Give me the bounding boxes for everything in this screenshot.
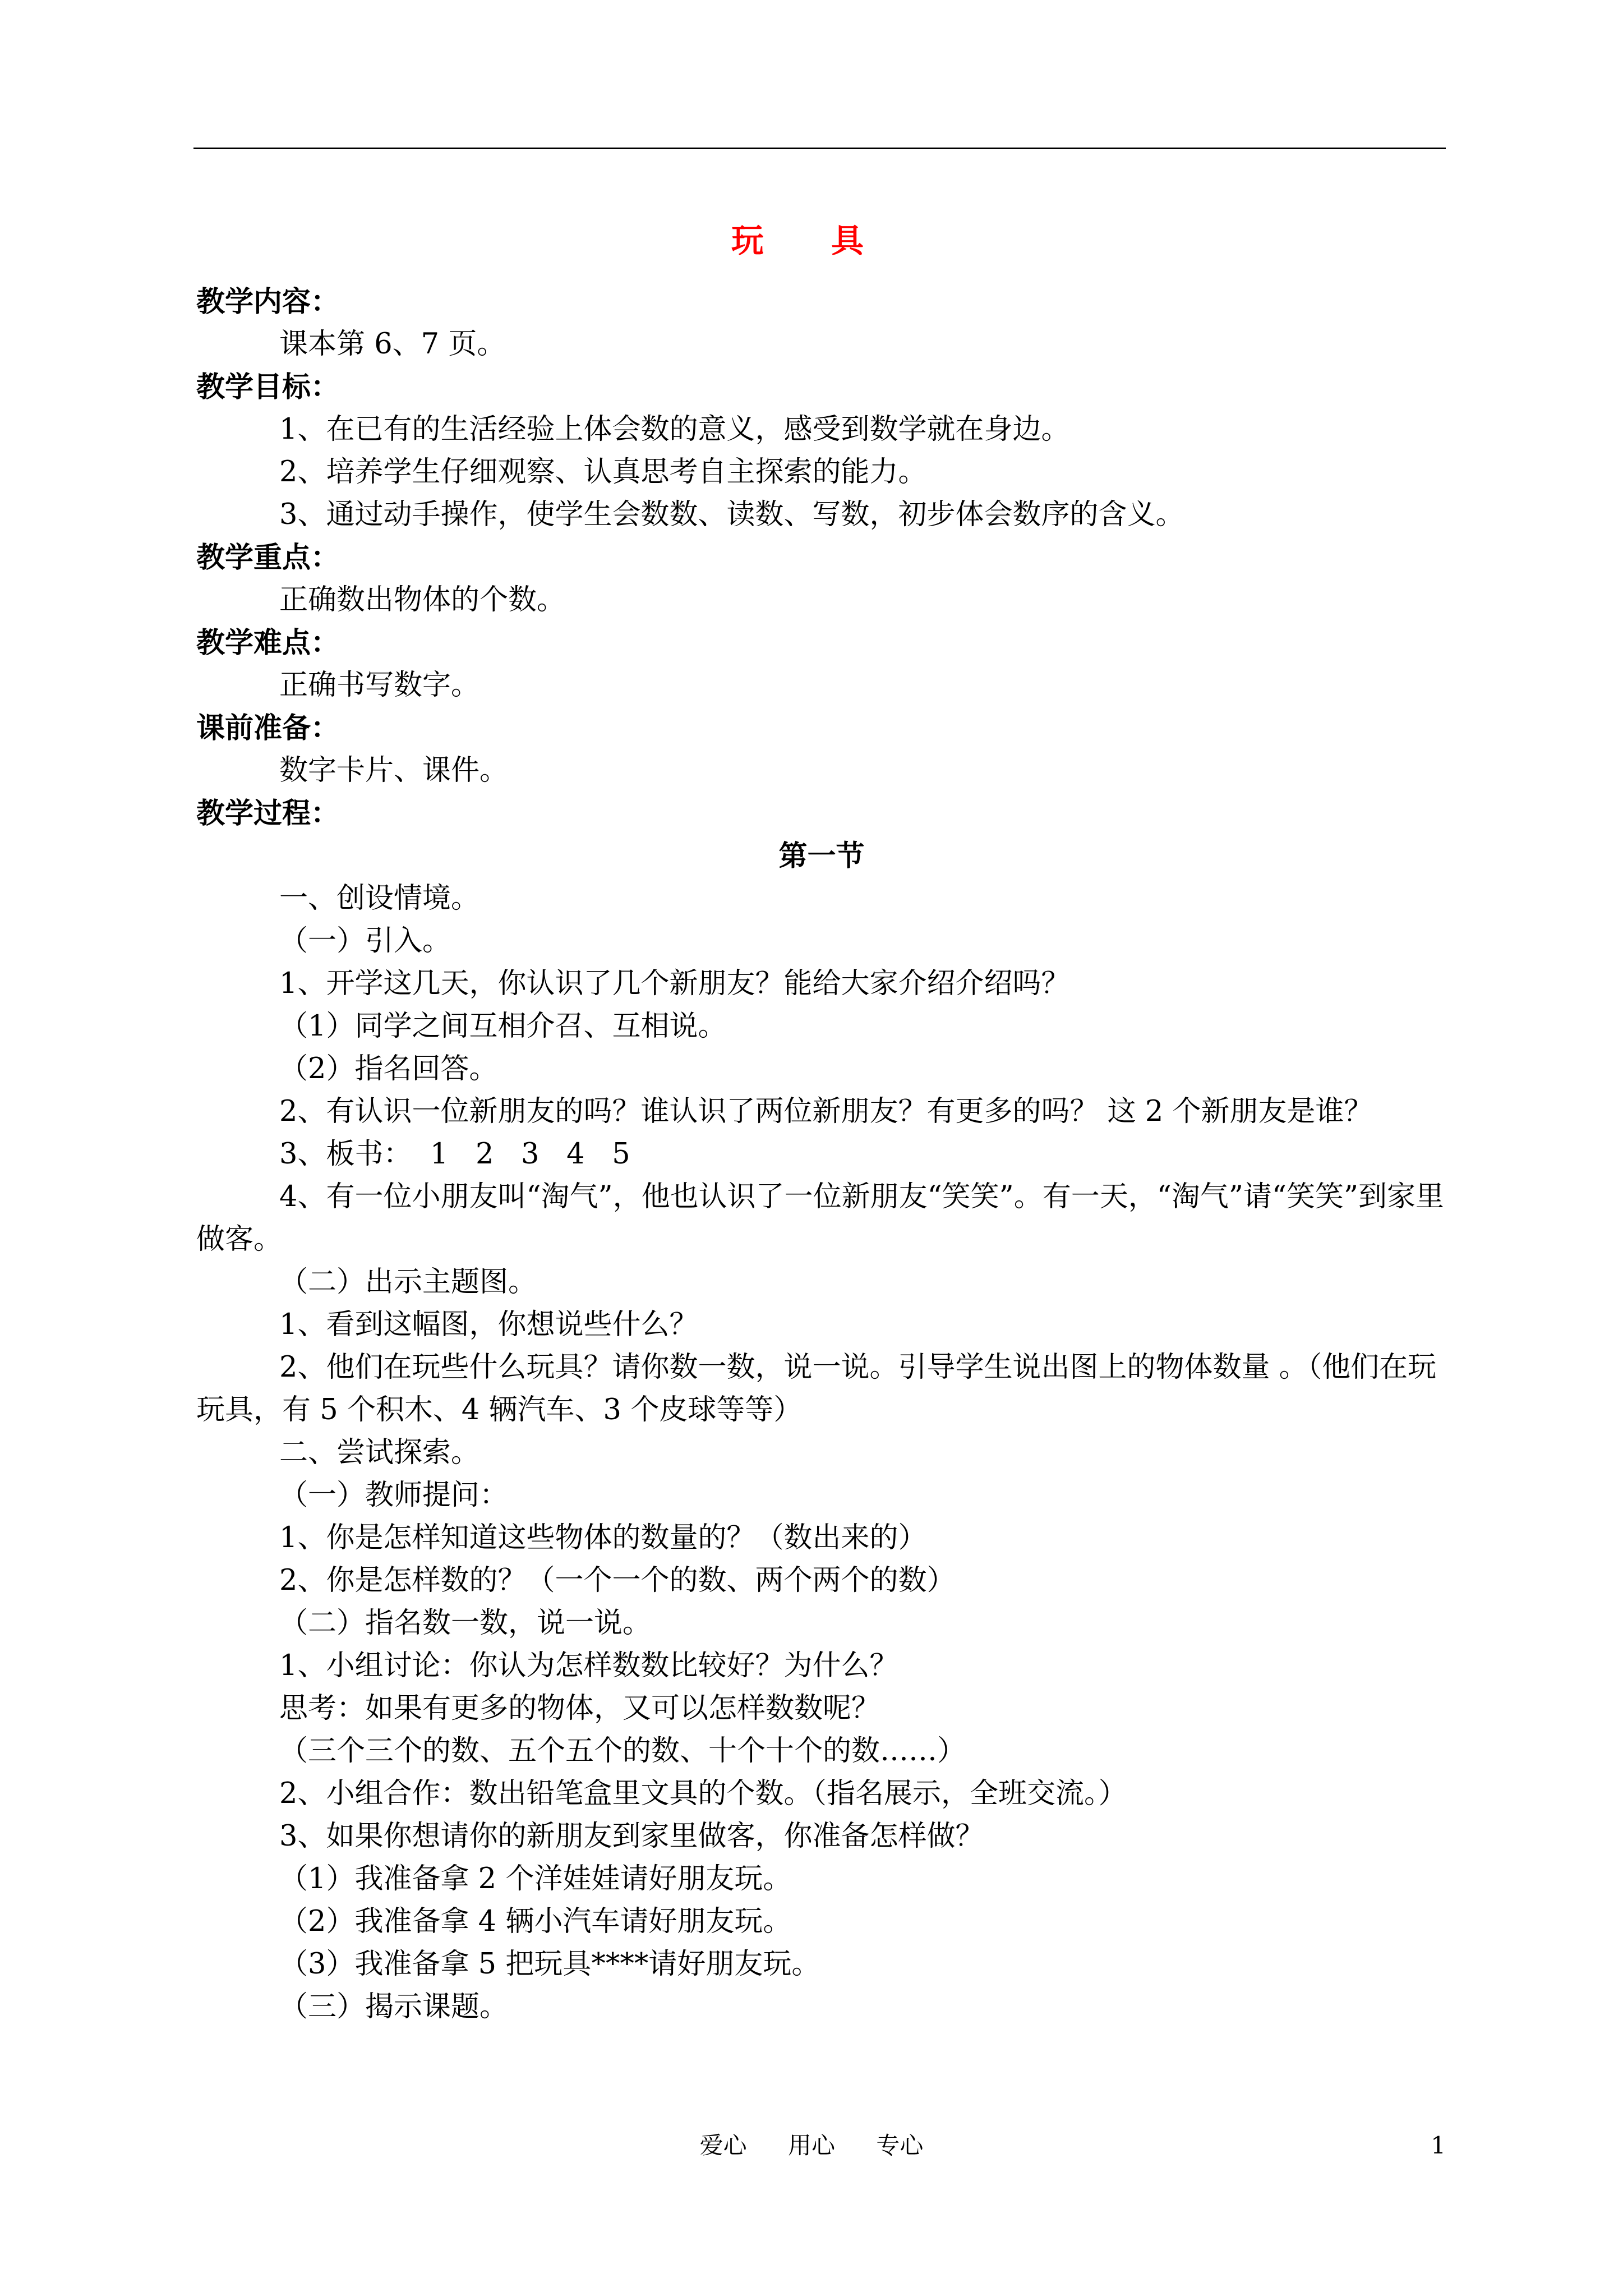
section-heading: 课前准备： bbox=[196, 711, 340, 745]
document-title: 玩 具 bbox=[731, 222, 892, 260]
body-paragraph: 课本第 6、7 页。 bbox=[279, 328, 506, 361]
footer-motto: 爱心 用心 专心 bbox=[699, 2132, 924, 2159]
body-paragraph: 2、培养学生仔细观察、认真思考自主探索的能力。 bbox=[279, 455, 927, 489]
body-paragraph: 一、创设情境。 bbox=[279, 882, 480, 915]
section-heading: 教学重点： bbox=[196, 541, 340, 574]
document-body bbox=[196, 280, 1447, 2028]
body-paragraph: 思考：如果有更多的物体，又可以怎样数数呢？ bbox=[279, 1692, 880, 1725]
body-paragraph: 3、板书： 1 2 3 4 5 bbox=[279, 1138, 630, 1171]
body-paragraph: 1、开学这几天，你认识了几个新朋友？能给大家介绍介绍吗？ bbox=[279, 967, 1070, 1000]
body-paragraph: 数字卡片、课件。 bbox=[279, 754, 509, 787]
body-paragraph: （2）指名回答。 bbox=[279, 1052, 498, 1085]
body-paragraph: （二）出示主题图。 bbox=[279, 1266, 537, 1299]
section-heading: 教学过程： bbox=[196, 797, 340, 830]
body-paragraph: 4、有一位小朋友叫“淘气”，他也认识了一位新朋友“笑笑”。有一天，“淘气”请“笑笑”到家里做客。 bbox=[196, 1180, 1445, 1256]
body-paragraph: 2、你是怎样数的？（一个一个的数、两个两个的数） bbox=[279, 1564, 956, 1597]
section-heading: 教学难点： bbox=[196, 626, 340, 660]
body-paragraph: （2）我准备拿 4 辆小汽车请好朋友玩。 bbox=[279, 1905, 792, 1938]
body-paragraph: （一）引入。 bbox=[279, 924, 451, 958]
body-paragraph: （三）揭示课题。 bbox=[279, 1990, 509, 2023]
header-rule bbox=[193, 148, 1446, 149]
body-paragraph: （1）同学之间互相介召、互相说。 bbox=[279, 1010, 727, 1043]
body-paragraph: 3、通过动手操作，使学生会数数、读数、写数，初步体会数序的含义。 bbox=[279, 498, 1184, 531]
section-heading: 教学内容： bbox=[196, 285, 340, 319]
body-paragraph: （一）教师提问： bbox=[279, 1479, 509, 1512]
body-paragraph: （1）我准备拿 2 个洋娃娃请好朋友玩。 bbox=[279, 1862, 792, 1895]
body-paragraph: 2、有认识一位新朋友的吗？谁认识了两位新朋友？有更多的吗？ 这 2 个新朋友是谁？ bbox=[279, 1095, 1373, 1128]
subsection-title: 第一节 bbox=[778, 839, 865, 873]
body-paragraph: 正确书写数字。 bbox=[279, 669, 480, 702]
body-paragraph: 1、看到这幅图，你想说些什么？ bbox=[279, 1308, 698, 1341]
body-paragraph: （二）指名数一数，说一说。 bbox=[279, 1607, 652, 1640]
body-paragraph: 1、在已有的生活经验上体会数的意义，感受到数学就在身边。 bbox=[279, 413, 1070, 446]
body-paragraph: 正确数出物体的个数。 bbox=[279, 583, 566, 616]
body-paragraph: 3、如果你想请你的新朋友到家里做客，你准备怎样做？ bbox=[279, 1820, 984, 1853]
body-paragraph: 二、尝试探索。 bbox=[279, 1436, 480, 1469]
body-paragraph: 1、小组讨论：你认为怎样数数比较好？为什么？ bbox=[279, 1649, 898, 1682]
body-paragraph: 2、他们在玩些什么玩具？请你数一数，说一说。引导学生说出图上的物体数量 。（他们在玩玩具，有 5 个积木、4 辆汽车、3 个皮球等等） bbox=[196, 1351, 1437, 1427]
section-heading: 教学目标： bbox=[196, 370, 340, 404]
body-paragraph: （三个三个的数、五个五个的数、十个十个的数……） bbox=[279, 1734, 966, 1768]
body-paragraph: 1、你是怎样知道这些物体的数量的？（数出来的） bbox=[279, 1521, 927, 1554]
page-number: 1 bbox=[1431, 2132, 1446, 2159]
body-paragraph: 2、小组合作：数出铅笔盒里文具的个数。（指名展示，全班交流。） bbox=[279, 1777, 1127, 1810]
body-paragraph: （3）我准备拿 5 把玩具****请好朋友玩。 bbox=[279, 1948, 820, 1981]
